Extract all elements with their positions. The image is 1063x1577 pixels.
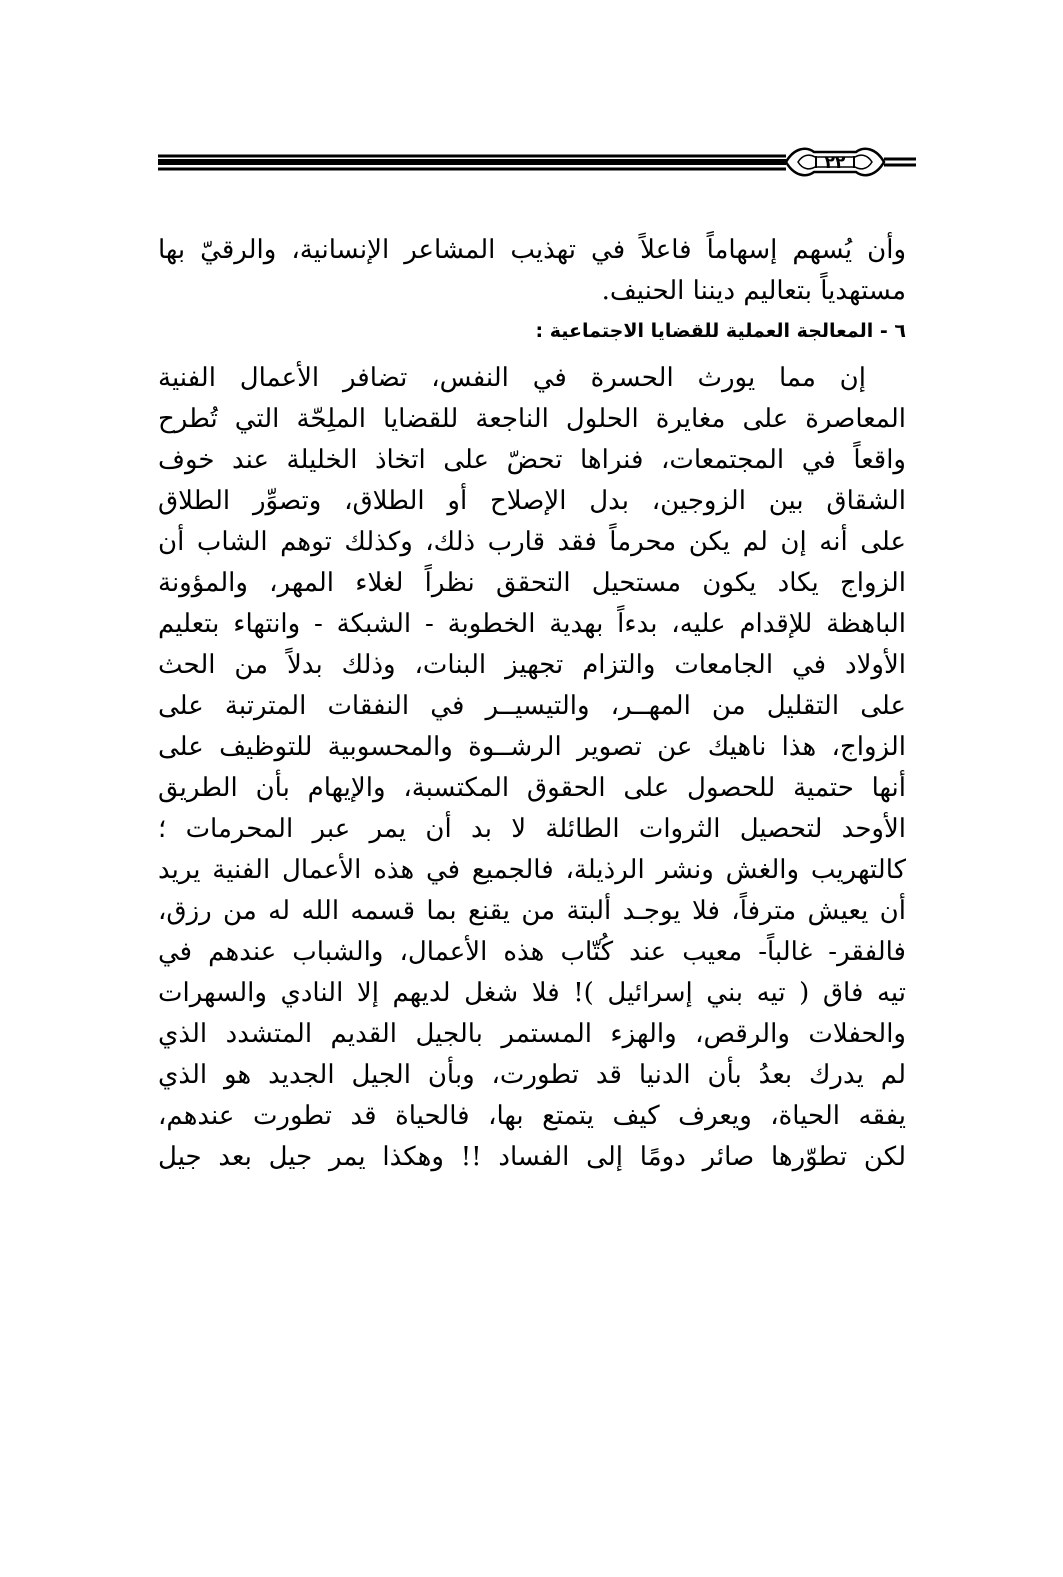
paragraph-line: لكن تطوّرها صائر دومًا إلى الفساد !! وهكذا يمر جيل بعد جيل: [158, 1142, 906, 1172]
paragraph-line: تيه فاق ( تيه بني إسرائيل )! فلا شغل لديهم إلا النادي والسهرات: [158, 978, 906, 1008]
paragraph-line: واقعاً في المجتمعات، فنراها تحضّ على اتخاذ الخليلة عند خوف: [158, 445, 906, 475]
paragraph-line: الأوحد لتحصيل الثروات الطائلة لا بد أن يمر عبر المحرمات ؛: [158, 814, 906, 844]
intro-line: مستهدياً بتعاليم ديننا الحنيف.: [601, 276, 906, 306]
paragraph-line: المعاصرة على مغايرة الحلول الناجعة للقضايا الملِحّة التي تُطرح: [158, 404, 906, 434]
paragraph-line: الأولاد في الجامعات والتزام تجهيز البنات، وذلك بدلاً من الحث: [158, 650, 906, 680]
paragraph-line: إن مما يورث الحسرة في النفس، تضافر الأعمال الفنية: [158, 363, 866, 393]
paragraph-line: والحفلات والرقص، والهزء المستمر بالجيل القديم المتشدد الذي: [158, 1019, 906, 1049]
paragraph-line: لم يدرك بعدُ بأن الدنيا قد تطورت، وبأن الجيل الجديد هو الذي: [158, 1060, 906, 1090]
page-body: [158, 230, 906, 1178]
section-heading: ٦ - المعالجة العملية للقضايا الاجتماعية :: [535, 320, 906, 342]
paragraph-line: على التقليل من المهــر، والتيسيــر في النفقات المترتبة على: [158, 691, 906, 721]
paragraph-line: يفقه الحياة، ويعرف كيف يتمتع بها، فالحياة قد تطورت عندهم،: [158, 1101, 906, 1131]
paragraph-line: الباهظة للإقدام عليه، بدءاً بهدية الخطوبة - الشبكة - وانتهاء بتعليم: [158, 609, 906, 639]
paragraph-line: فالفقر- غالباً- معيب عند كُتّاب هذه الأعمال، والشباب عندهم في: [158, 937, 906, 967]
paragraph-line: على أنه إن لم يكن محرماً فقد قارب ذلك، وكذلك توهم الشاب أن: [158, 527, 906, 557]
paragraph-line: أن يعيش مترفاً، فلا يوجـد ألبتة من يقنع بما قسمه الله له من رزق،: [158, 896, 906, 926]
page-header: [158, 142, 916, 190]
paragraph-line: الشقاق بين الزوجين، بدل الإصلاح أو الطلاق، وتصوِّر الطلاق: [158, 486, 906, 516]
intro-line: وأن يُسهم إسهاماً فاعلاً في تهذيب المشاعر الإنسانية، والرقيّ بها: [158, 235, 906, 265]
header-rule-ornament: [158, 142, 916, 190]
paragraph-line: الزواج، هذا ناهيك عن تصوير الرشــوة والمحسوبية للتوظيف على: [158, 732, 906, 762]
paragraph-line: الزواج يكاد يكون مستحيل التحقق نظراً لغلاء المهر، والمؤونة: [158, 568, 906, 598]
paragraph-line: كالتهريب والغش ونشر الرذيلة، فالجميع في هذه الأعمال الفنية يريد: [158, 855, 906, 885]
paragraph-line: أنها حتمية للحصول على الحقوق المكتسبة، والإيهام بأن الطريق: [158, 773, 906, 803]
page-number: ٢٢: [824, 153, 846, 173]
